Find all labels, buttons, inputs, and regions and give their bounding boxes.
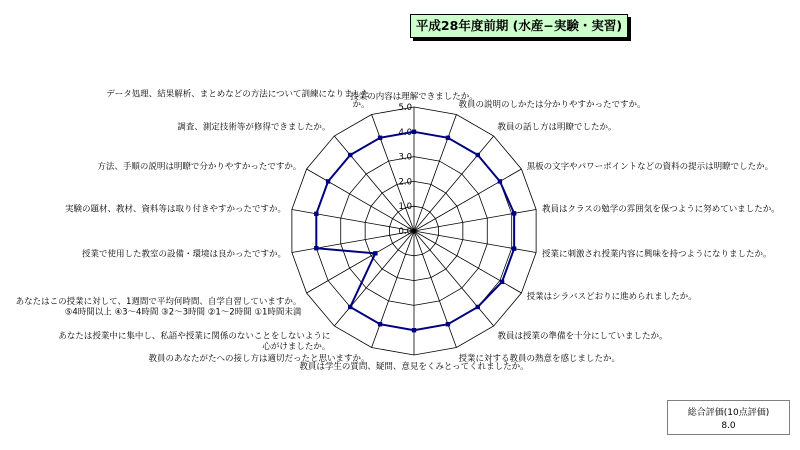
axis-label-line: 授業の内容は理解できましたか。 — [350, 92, 478, 102]
axis-label-line: 方法、手順の説明は明瞭で分かりやすかったですか。 — [97, 162, 302, 172]
data-point-15 — [314, 212, 318, 216]
axis-label-line: 調査、測定技術等が修得できましたか。 — [177, 122, 331, 133]
axis-label-line: 授業はシラバスどおりに進められましたか。 — [526, 292, 697, 302]
axis-label-line: 黒板の文字やパワーポイントなどの資料の提示は明瞭でしたか。 — [526, 162, 774, 172]
axis-label-line: 授業で使用した教室の設備・環境は良かったですか。 — [81, 249, 286, 260]
overall-score-box — [667, 400, 790, 435]
axis-label-5 — [542, 203, 780, 214]
axis-label-line: あなたは授業中に集中し、私語や授業に関係のないことをしないように — [58, 331, 331, 342]
axis-label-line: 教員の話し方は明瞭でしたか。 — [497, 122, 617, 133]
axis-label-8 — [498, 331, 668, 342]
axis-label-2 — [458, 99, 645, 110]
overall-score-label: 総合評価(10点評価) — [687, 408, 770, 418]
axis-label-line: データ処理、結果解析、まとめなどの方法について訓練になりました — [106, 89, 370, 100]
axis-label-12 — [58, 331, 330, 353]
axis-label-6 — [542, 249, 772, 260]
axis-label-line: 授業に対する教員の熱意を感じましたか。 — [458, 354, 620, 365]
axis-label-line: 心がけましたか。 — [262, 342, 331, 353]
tick-label-4: 4.0 — [398, 127, 412, 138]
axis-label-line: 教員のあなたがたへの接し方は適切だったと思いますか。 — [148, 354, 370, 365]
data-point-4 — [498, 179, 502, 183]
axis-label-18 — [106, 88, 369, 110]
data-point-5 — [512, 211, 516, 215]
data-point-9 — [446, 322, 450, 326]
axis-label-13 — [16, 296, 302, 318]
overall-score-value: 8.0 — [721, 421, 736, 431]
axis-label-line: 教員はクラスの勉学の雰囲気を保つように努めていましたか。 — [542, 204, 780, 215]
data-point-17 — [348, 153, 352, 157]
data-point-14 — [314, 246, 318, 250]
axis-label-line: 教員は授業の準備を十分にしていましたか。 — [497, 331, 668, 342]
data-point-13 — [373, 251, 377, 255]
data-point-7 — [500, 280, 504, 284]
axis-label-7 — [527, 291, 697, 302]
data-point-10 — [412, 328, 416, 332]
axis-label-15 — [65, 203, 286, 214]
axis-label-line: あなたはこの授業に対して、1週間で平均何時間、自学自習していますか。 — [15, 297, 302, 307]
data-point-12 — [348, 305, 352, 309]
axis-label-17 — [177, 121, 330, 132]
data-point-6 — [512, 246, 516, 250]
data-point-8 — [476, 305, 480, 309]
axis-label-4 — [527, 161, 774, 172]
axis-label-line: 授業に刺激され授業内容に興味を持つようになりましたか。 — [542, 249, 772, 260]
tick-label-2: 2.0 — [398, 177, 412, 188]
axis-label-14 — [82, 249, 286, 260]
data-point-3 — [476, 153, 480, 157]
tick-label-1: 1.0 — [398, 202, 412, 213]
tick-label-3: 3.0 — [398, 152, 412, 163]
data-point-2 — [446, 136, 450, 140]
data-point-1 — [412, 130, 416, 134]
tick-label-0: 0.0 — [398, 227, 412, 237]
data-point-16 — [326, 179, 330, 183]
axis-label-3 — [498, 121, 617, 132]
page-title: 平成28年度前期 (水産−実験・実習) — [410, 14, 628, 38]
axis-label-line: 教員の説明のしかたは分かりやすかったですか。 — [458, 99, 646, 110]
axis-label-line: 教員は学生の質問、疑問、意見をくみとってくれましたか。 — [299, 362, 529, 372]
data-point-11 — [378, 322, 382, 326]
data-point-18 — [378, 136, 382, 140]
axis-label-line: 実験の題材、教材、資料等は取り付きやすかったですか。 — [64, 204, 286, 215]
axis-label-16 — [97, 161, 301, 172]
axis-label-line: か。 — [352, 99, 370, 110]
axis-label-11 — [149, 353, 370, 364]
axis-label-line: ⑤4時間以上 ④3〜4時間 ③2〜3時間 ②1〜2時間 ①1時間未満 — [64, 307, 302, 318]
tick-label-5: 5.0 — [398, 103, 412, 113]
